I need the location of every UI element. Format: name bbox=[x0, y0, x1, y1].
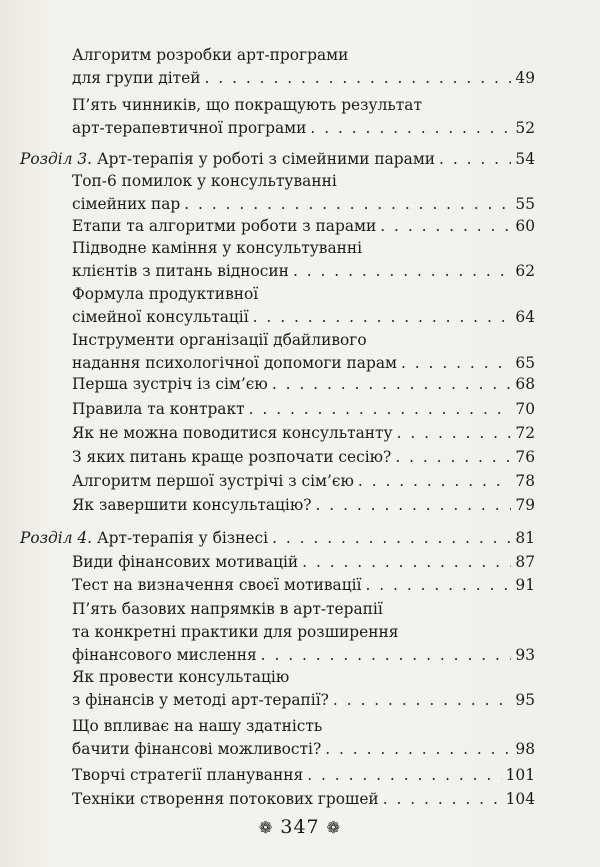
toc-entry-title: бачити фінансові можливості? bbox=[72, 740, 322, 758]
dot-leader bbox=[184, 193, 511, 216]
dot-leader bbox=[249, 398, 512, 421]
toc-entry-last-line bbox=[72, 689, 535, 712]
toc-entry-line: П’ять базових напрямків в арт-терапії bbox=[72, 600, 383, 618]
toc-page-number: 98 bbox=[515, 740, 535, 758]
dot-leader bbox=[380, 215, 511, 238]
ornament-left-icon: ❁ bbox=[258, 818, 274, 837]
toc-page-number: 65 bbox=[515, 354, 535, 372]
dot-leader bbox=[302, 551, 511, 574]
toc-page-number: 87 bbox=[515, 553, 535, 571]
toc-page-number: 72 bbox=[515, 424, 535, 442]
toc-page-number: 62 bbox=[515, 262, 535, 280]
toc-entry bbox=[72, 237, 535, 283]
toc-entry-last-line bbox=[72, 193, 535, 216]
chapter-prefix: Розділ 3. bbox=[20, 150, 93, 168]
toc-entry-last-line bbox=[72, 494, 535, 517]
toc-entry bbox=[72, 329, 535, 375]
dot-leader bbox=[383, 788, 502, 811]
toc-entry-title: арт-терапевтичної програми bbox=[72, 119, 307, 137]
dot-leader bbox=[261, 644, 512, 667]
toc-entry-title: Творчі стратегії планування bbox=[72, 766, 304, 784]
toc-entry-last-line bbox=[72, 422, 535, 445]
toc-entry-last-line bbox=[72, 644, 535, 667]
dot-leader bbox=[272, 373, 512, 396]
dot-leader bbox=[253, 306, 512, 329]
dot-leader bbox=[397, 422, 512, 445]
toc-entry-line: Топ-6 помилок у консультуванні bbox=[72, 172, 337, 190]
dot-leader bbox=[310, 117, 511, 140]
toc-entry-line: П’ять чинників, що покращують результат bbox=[72, 96, 422, 114]
toc-entry bbox=[72, 764, 535, 787]
toc-entry-last-line bbox=[72, 738, 535, 761]
toc-entry bbox=[72, 551, 535, 574]
toc-entry-line: Алгоритм розробки арт-програми bbox=[72, 46, 349, 64]
toc-entry-title: фінансового мислення bbox=[72, 646, 257, 664]
toc-chapter-entry bbox=[20, 148, 535, 171]
toc-page-number: 81 bbox=[515, 529, 535, 547]
toc-entry-last-line bbox=[72, 352, 535, 375]
toc-entry-title: Алгоритм першої зустрічі з сім’єю bbox=[72, 472, 354, 490]
toc-entry bbox=[72, 398, 535, 421]
dot-leader bbox=[272, 527, 511, 550]
dot-leader bbox=[401, 352, 511, 375]
toc-entry-line: та конкретні практики для розширення bbox=[72, 623, 399, 641]
toc-page-number: 78 bbox=[515, 472, 535, 490]
toc-entry-last-line bbox=[72, 215, 535, 238]
toc-entry bbox=[72, 598, 535, 667]
toc-page-number: 76 bbox=[515, 448, 535, 466]
toc-entry-line: Що впливає на нашу здатність bbox=[72, 717, 323, 735]
toc-entry-last-line bbox=[72, 470, 535, 493]
toc-entry-line: Інструменти організації дбайливого bbox=[72, 331, 367, 349]
page-footer bbox=[0, 816, 600, 838]
dot-leader bbox=[358, 470, 511, 493]
toc-entry-title: Види фінансових мотивацій bbox=[72, 553, 299, 571]
toc-entry-title: Тест на визначення своєї мотивації bbox=[72, 576, 362, 594]
toc-page-number: 68 bbox=[515, 375, 535, 393]
toc-entry-title: Як не можна поводитися консультанту bbox=[72, 424, 393, 442]
chapter-title: Арт-терапія у бізнесі bbox=[92, 529, 269, 547]
toc-entry bbox=[72, 215, 535, 238]
toc-entry-line: Як провести консультацію bbox=[72, 668, 290, 686]
toc-entry-last-line bbox=[20, 527, 535, 550]
toc-entry-title: сімейної консультації bbox=[72, 308, 249, 326]
toc-entry-title: клієнтів з питань відносин bbox=[72, 262, 289, 280]
toc-entry-last-line bbox=[72, 446, 535, 469]
toc-entry-title: Техніки створення потокових грошей bbox=[72, 790, 379, 808]
toc-page-number: 101 bbox=[505, 766, 535, 784]
toc-page-number: 95 bbox=[515, 691, 535, 709]
toc-entry bbox=[72, 470, 535, 493]
toc-entry bbox=[72, 422, 535, 445]
dot-leader bbox=[325, 738, 511, 761]
toc-entry bbox=[72, 446, 535, 469]
toc-chapter-entry bbox=[20, 527, 535, 550]
dot-leader bbox=[293, 260, 511, 283]
toc-page-number: 104 bbox=[505, 790, 535, 808]
toc-entry-title: з фінансів у методі арт-терапії? bbox=[72, 691, 329, 709]
toc-entry bbox=[72, 44, 535, 90]
chapter-title: Арт-терапія у роботі з сімейними парами bbox=[92, 150, 436, 168]
toc-entry-line: Формула продуктивної bbox=[72, 285, 259, 303]
dot-leader bbox=[395, 446, 511, 469]
dot-leader bbox=[316, 494, 512, 517]
toc-entry-title: надання психологічної допомоги парам bbox=[72, 354, 397, 372]
toc-page-number: 54 bbox=[515, 150, 535, 168]
toc-entry-title: Етапи та алгоритми роботи з парами bbox=[72, 217, 377, 235]
toc-entry-last-line bbox=[20, 148, 535, 171]
toc-entry-last-line bbox=[72, 373, 535, 396]
toc-entry bbox=[72, 494, 535, 517]
chapter-prefix: Розділ 4. bbox=[20, 529, 93, 547]
toc-entry-title: для групи дітей bbox=[72, 69, 201, 87]
toc-entry-last-line bbox=[72, 306, 535, 329]
page-number: 347 bbox=[280, 816, 320, 838]
toc-entry-last-line bbox=[72, 260, 535, 283]
toc-entry bbox=[72, 283, 535, 329]
dot-leader bbox=[205, 67, 512, 90]
toc-page-number: 70 bbox=[515, 400, 535, 418]
toc-entry bbox=[72, 170, 535, 216]
toc-entry-last-line bbox=[72, 117, 535, 140]
toc-entry-last-line bbox=[72, 551, 535, 574]
toc-entry-title: Перша зустріч із сім’єю bbox=[72, 375, 268, 393]
toc-entry-last-line bbox=[72, 398, 535, 421]
toc-entry-title: Правила та контракт bbox=[72, 400, 245, 418]
toc-entry-last-line bbox=[72, 788, 535, 811]
toc-page-number: 49 bbox=[515, 69, 535, 87]
toc-page-number: 55 bbox=[515, 195, 535, 213]
toc-page-number: 52 bbox=[515, 119, 535, 137]
toc-entry bbox=[72, 574, 535, 597]
toc-page-number: 79 bbox=[515, 496, 535, 514]
toc-entry bbox=[72, 788, 535, 811]
toc-page-number: 93 bbox=[515, 646, 535, 664]
toc-entry bbox=[72, 94, 535, 140]
toc-entry-title: Як завершити консультацію? bbox=[72, 496, 312, 514]
ornament-right-icon: ❁ bbox=[326, 818, 342, 837]
toc-entry bbox=[72, 373, 535, 396]
toc-entry-last-line bbox=[72, 764, 535, 787]
toc-entry-last-line bbox=[72, 574, 535, 597]
dot-leader bbox=[333, 689, 512, 712]
toc-entry-title: З яких питань краще розпочати сесію? bbox=[72, 448, 392, 466]
dot-leader bbox=[439, 148, 511, 171]
toc-entry-line: Підводне каміння у консультуванні bbox=[72, 239, 363, 257]
toc-page-number: 64 bbox=[515, 308, 535, 326]
toc-entry-last-line bbox=[72, 67, 535, 90]
dot-leader bbox=[307, 764, 501, 787]
toc-page-number: 91 bbox=[515, 576, 535, 594]
toc-page-number: 60 bbox=[515, 217, 535, 235]
toc-entry-title: сімейних пар bbox=[72, 195, 181, 213]
dot-leader bbox=[365, 574, 511, 597]
toc-entry bbox=[72, 666, 535, 712]
toc-entry bbox=[72, 715, 535, 761]
